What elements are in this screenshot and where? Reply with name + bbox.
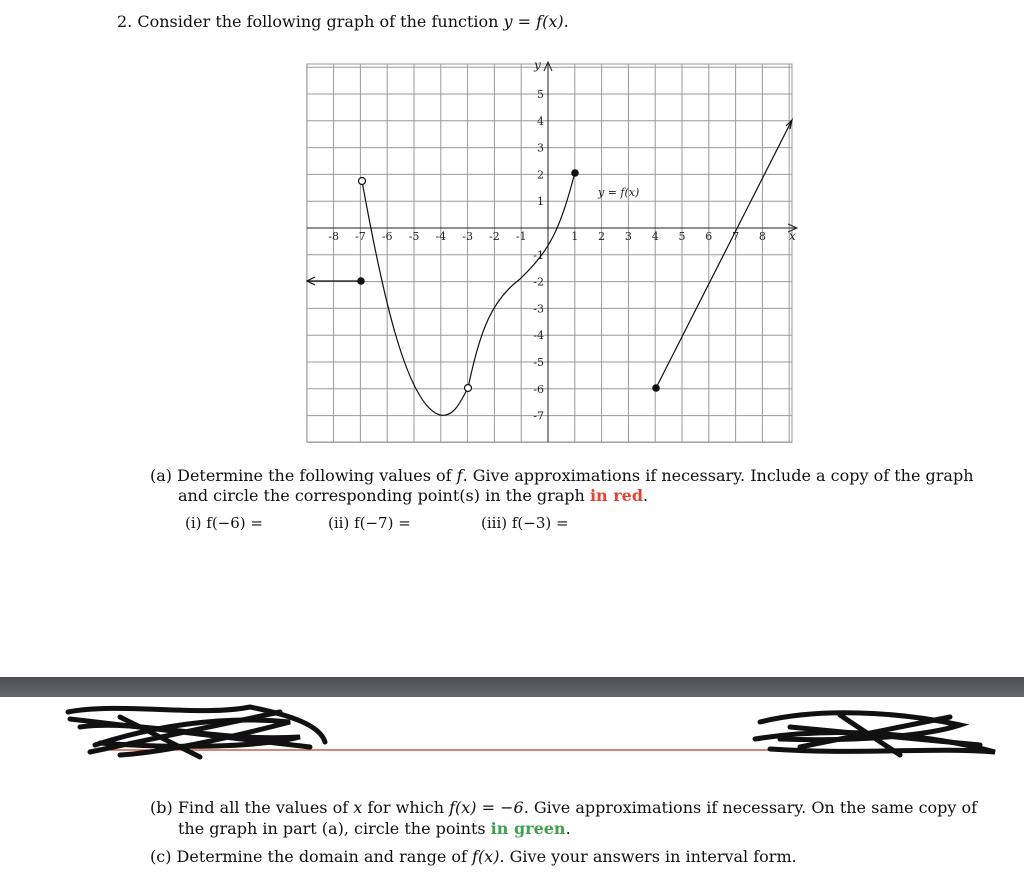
- x-axis-label: x: [789, 229, 796, 243]
- open-point-neg7-2: [359, 178, 366, 185]
- y-tick-label: -2: [533, 275, 544, 289]
- y-tick-label: -3: [533, 302, 544, 316]
- y-tick-label: -4: [533, 329, 544, 343]
- x-tick-label: -6: [381, 230, 393, 243]
- part-a-i: (i) f(−6) =: [185, 514, 263, 532]
- closed-point-4-neg6: [652, 384, 660, 392]
- y-tick-label: 1: [537, 195, 544, 209]
- x-tick-label: 1: [571, 230, 579, 243]
- x-tick-label: -2: [489, 230, 500, 243]
- x-tick-label: -7: [355, 230, 366, 243]
- part-c: (c) Determine the domain and range of f(x). Give your answers in interval form.: [150, 847, 797, 866]
- y-tick-label: 2: [537, 168, 544, 182]
- y-tick-labels: [533, 88, 544, 423]
- curve-label: y = f(x): [598, 186, 640, 199]
- y-tick-label: -5: [533, 356, 544, 369]
- y-tick-label: -1: [533, 248, 544, 262]
- closed-point-1-2: [571, 169, 579, 177]
- x-tick-label: -4: [435, 230, 447, 243]
- page-divider-bar: [0, 677, 1024, 697]
- part-a: (a) Determine the following values of f. Give approximations if necessary. Include a copy of the graph and circle the corresponding point(s) in the graph in red.: [150, 466, 974, 505]
- x-tick-label: -5: [408, 230, 420, 243]
- x-tick-label: 5: [678, 230, 686, 243]
- x-tick-label: -1: [515, 230, 527, 243]
- x-tick-label: -3: [462, 230, 473, 243]
- part-b: (b) Find all the values of x for which f(x) = −6. Give approximations if necessary. On the same copy of the graph in part (a), circle the points in green.: [150, 798, 978, 838]
- x-tick-label: -8: [328, 230, 339, 243]
- y-tick-label: -7: [533, 409, 544, 423]
- x-tick-label: 8: [758, 230, 766, 243]
- x-tick-label: 7: [732, 230, 740, 243]
- x-tick-labels: [328, 230, 766, 243]
- open-point-neg3-neg6: [465, 385, 472, 392]
- right-line: [656, 120, 792, 388]
- parabola-piece: [362, 181, 468, 415]
- x-tick-label: 6: [705, 230, 713, 243]
- part-a-ii: (ii) f(−7) =: [328, 514, 411, 532]
- part-a-iii: (iii) f(−3) =: [481, 514, 569, 532]
- graph-grid: [307, 64, 792, 442]
- scribble-redaction: [0, 697, 1024, 787]
- x-tick-label: 2: [598, 230, 606, 243]
- question-title: 2. Consider the following graph of the function y = f(x).: [117, 12, 569, 31]
- closed-point-neg7-neg2: [357, 277, 365, 285]
- x-tick-label: 4: [651, 230, 659, 243]
- y-tick-label: 3: [537, 141, 544, 155]
- y-tick-label: 5: [537, 88, 544, 101]
- x-tick-label: 3: [624, 230, 632, 243]
- y-tick-label: 4: [537, 114, 544, 128]
- y-axis-label: y: [534, 58, 541, 72]
- y-tick-label: -6: [533, 382, 544, 396]
